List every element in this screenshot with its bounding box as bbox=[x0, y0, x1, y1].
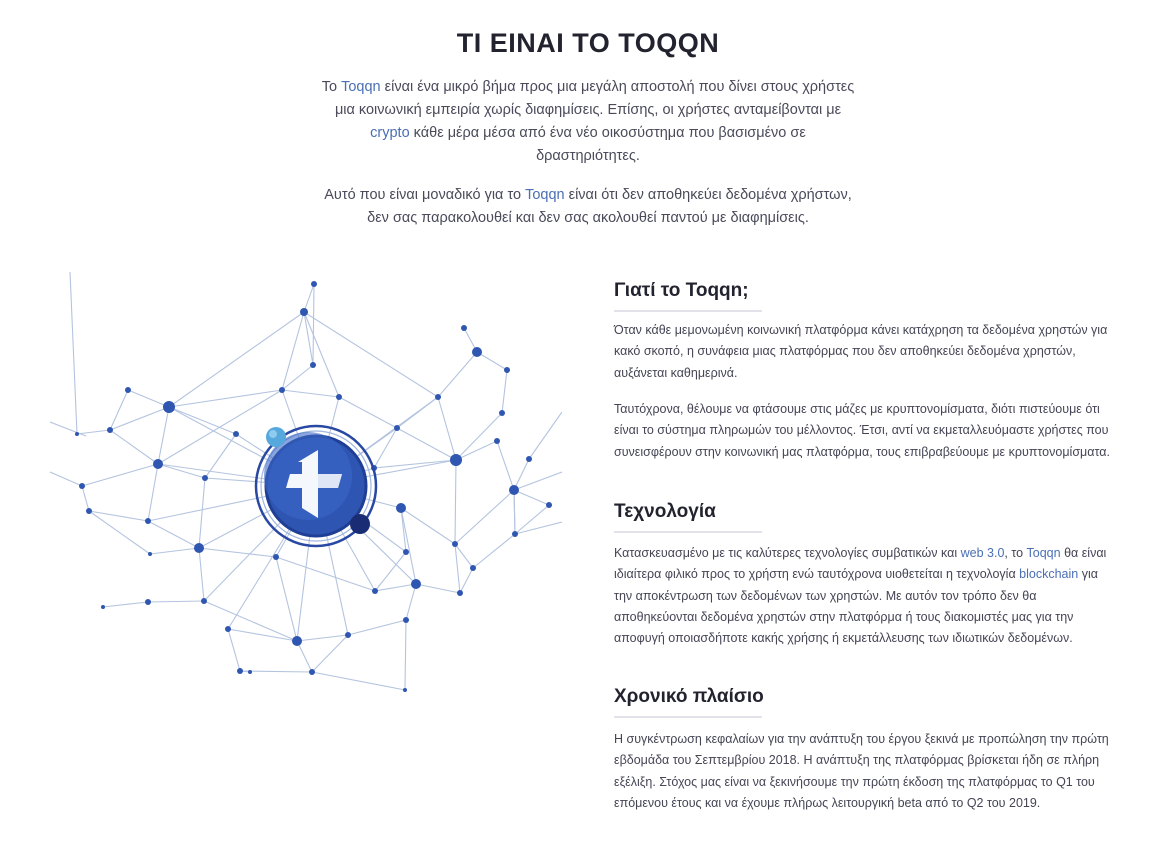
intro-text: Το bbox=[321, 79, 342, 95]
network-node bbox=[292, 636, 302, 646]
network-link bbox=[282, 365, 313, 390]
toqqn-highlight: Toqqn bbox=[341, 79, 381, 95]
toqqn-highlight: Toqqn bbox=[1026, 546, 1061, 560]
network-link bbox=[50, 472, 82, 486]
network-link bbox=[374, 460, 456, 468]
network-node bbox=[435, 394, 441, 400]
network-node bbox=[403, 549, 409, 555]
network-link bbox=[438, 352, 477, 397]
network-link bbox=[375, 584, 416, 591]
network-link bbox=[199, 548, 204, 601]
intro-text: Αυτό που είναι μοναδικό για το bbox=[324, 187, 526, 203]
network-link bbox=[460, 568, 473, 593]
network-node bbox=[403, 688, 407, 692]
section-heading-technology: Τεχνολογία bbox=[614, 501, 716, 529]
network-node bbox=[273, 554, 279, 560]
section-paragraph bbox=[614, 543, 1114, 649]
network-link bbox=[148, 601, 204, 602]
network-node bbox=[336, 394, 342, 400]
network-link bbox=[401, 508, 455, 544]
network-node bbox=[300, 308, 308, 316]
network-link bbox=[438, 397, 456, 460]
web3-highlight: web 3.0 bbox=[960, 546, 1005, 560]
network-link bbox=[529, 412, 562, 459]
network-node bbox=[372, 588, 378, 594]
network-node bbox=[394, 425, 400, 431]
network-link bbox=[297, 635, 348, 641]
network-link bbox=[406, 584, 416, 620]
network-node bbox=[163, 401, 175, 413]
intro-text: είναι ένα μικρό βήμα προς μια μεγάλη αποστολή που δίνει στους χρήστες μια κοινωνική εμπειρία χωρίς διαφημίσεις. Επίσης, οι χρήστες ανταμείβονται με bbox=[334, 79, 855, 118]
network-link bbox=[199, 548, 276, 557]
network-link bbox=[89, 511, 148, 521]
network-node bbox=[237, 668, 243, 674]
network-link bbox=[502, 370, 507, 413]
network-link bbox=[455, 544, 473, 568]
network-link bbox=[473, 534, 515, 568]
network-node bbox=[396, 503, 406, 513]
network-link bbox=[82, 486, 89, 511]
network-link bbox=[228, 629, 297, 641]
network-link bbox=[456, 441, 497, 460]
network-node bbox=[499, 410, 505, 416]
intro-text: κάθε μέρα μέσα από ένα νέο οικοσύστημα που βασισμένο σε δραστηριότητες. bbox=[409, 125, 806, 164]
network-node bbox=[125, 387, 131, 393]
network-link bbox=[312, 635, 348, 672]
network-link bbox=[455, 544, 460, 593]
network-node bbox=[472, 347, 482, 357]
network-node bbox=[310, 362, 316, 368]
network-node bbox=[526, 456, 532, 462]
network-node bbox=[345, 632, 351, 638]
network-link bbox=[405, 620, 406, 690]
network-link bbox=[128, 390, 169, 407]
blockchain-highlight: blockchain bbox=[1019, 567, 1079, 582]
network-link bbox=[282, 312, 304, 390]
network-link bbox=[70, 272, 77, 434]
network-link bbox=[148, 464, 158, 521]
page-title: ΤΙ ΕΙΝΑΙ ΤΟ TOQQN bbox=[456, 28, 720, 58]
section-heading-why: Γιατί το Toqqn; bbox=[614, 280, 749, 308]
network-link bbox=[228, 629, 240, 671]
network-node bbox=[75, 432, 79, 436]
network-node bbox=[148, 552, 152, 556]
accent-dark-node bbox=[350, 514, 370, 534]
network-link bbox=[204, 601, 297, 641]
network-link bbox=[297, 641, 312, 672]
network-node bbox=[201, 598, 207, 604]
network-link bbox=[312, 672, 405, 690]
network-link bbox=[313, 284, 314, 365]
network-link bbox=[148, 521, 199, 548]
network-link bbox=[103, 602, 148, 607]
network-link bbox=[82, 464, 158, 486]
network-node bbox=[452, 541, 458, 547]
section-paragraph: Ταυτόχρονα, θέλουμε να φτάσουμε στις μάζες με κρυπτονομίσματα, διότι πιστεύουμε ότι είναι το σύστημα πληρωμών του μέλλοντος. Έτσι, αντί να εκμεταλλευόμαστε χρήστες που συνεισφέρουν στην κοινωνική μας πλατφόρμα, τους επιβραβεύουμε με κρυπτονομίσματα. bbox=[614, 402, 1110, 459]
network-link bbox=[276, 557, 297, 641]
network-node bbox=[403, 617, 409, 623]
network-node bbox=[202, 475, 208, 481]
network-link bbox=[416, 584, 460, 593]
network-link bbox=[276, 557, 375, 591]
network-node bbox=[86, 508, 92, 514]
network-link bbox=[348, 620, 406, 635]
network-node bbox=[504, 367, 510, 373]
network-link bbox=[110, 430, 158, 464]
network-node bbox=[107, 427, 113, 433]
network-node bbox=[546, 502, 552, 508]
network-link bbox=[477, 352, 507, 370]
network-node bbox=[101, 605, 105, 609]
network-link bbox=[455, 460, 456, 544]
network-link bbox=[89, 511, 150, 554]
network-node bbox=[233, 431, 239, 437]
network-link bbox=[375, 552, 406, 591]
intro-paragraph-1 bbox=[318, 76, 858, 168]
network-link bbox=[304, 312, 438, 397]
network-node bbox=[309, 669, 315, 675]
network-node bbox=[461, 325, 467, 331]
network-link bbox=[304, 312, 339, 397]
network-node bbox=[145, 599, 151, 605]
toqqn-highlight: Toqqn bbox=[525, 187, 565, 203]
network-link bbox=[456, 413, 502, 460]
network-node bbox=[79, 483, 85, 489]
network-node bbox=[194, 543, 204, 553]
tech-text: θα είναι ιδιαίτερα φιλικό προς το χρήστη ενώ ταυτόχρονα υιοθετείται η τεχνολογία bbox=[614, 546, 1107, 582]
network-link bbox=[158, 464, 205, 478]
network-link bbox=[169, 312, 304, 407]
network-node bbox=[311, 281, 317, 287]
network-link bbox=[282, 390, 339, 397]
blockchain-network-logo-icon bbox=[50, 272, 562, 696]
crypto-highlight: crypto bbox=[370, 125, 410, 141]
network-link bbox=[158, 407, 169, 464]
network-link bbox=[514, 490, 549, 505]
tech-text: για την αποκέντρωση των δεδομένων των χρηστών. Με αυτόν τον τρόπο δεν θα αποθηκεύονται δεδομένα χρηστών στην πλατφόρμα ή τους διακομιστές μας για την αποφυγή οποιασδήποτε κακής χρήσης ή εκμετάλλευσης των ιδιωτικών δεδομένων. bbox=[614, 567, 1098, 646]
section-heading-timeline: Χρονικό πλαίσιο bbox=[614, 686, 764, 714]
network-link bbox=[304, 312, 313, 365]
network-node bbox=[248, 670, 252, 674]
tech-text: Κατασκευασμένο με τις καλύτερες τεχνολογίες συμβατικών και bbox=[614, 546, 961, 560]
network-link bbox=[339, 397, 397, 428]
network-link bbox=[401, 508, 416, 584]
network-node bbox=[411, 579, 421, 589]
network-link bbox=[304, 284, 314, 312]
network-node bbox=[225, 626, 231, 632]
network-node bbox=[509, 485, 519, 495]
network-node bbox=[457, 590, 463, 596]
network-node bbox=[279, 387, 285, 393]
network-link bbox=[497, 441, 514, 490]
network-link bbox=[397, 428, 456, 460]
network-link bbox=[150, 548, 199, 554]
network-link bbox=[169, 390, 282, 407]
intro-text: είναι ότι δεν αποθηκεύει δεδομένα χρήστων, δεν σας παρακολουθεί και δεν σας ακολουθεί παντού με διαφημίσεις. bbox=[367, 187, 852, 226]
network-node bbox=[494, 438, 500, 444]
section-paragraph: Η συγκέντρωση κεφαλαίων για την ανάπτυξη του έργου ξεκινά με προπώληση την πρώτη εβδομάδα του Σεπτεμβρίου 2018. Η ανάπτυξη της πλατφόρμας βρίσκεται ήδη σε πλήρη εξέλιξη. Στόχος μας είναι να ξεκινήσουμε την πρώτη έκδοση της πλατφόρμας το Q1 του επόμενου έτους και να έχουμε πλήρως λειτουργική beta από το Q2 του 2019. bbox=[614, 732, 1109, 810]
network-node bbox=[470, 565, 476, 571]
network-link bbox=[50, 422, 86, 436]
network-link bbox=[199, 478, 205, 548]
accent-light-node bbox=[266, 427, 286, 447]
accent-light-node-highlight bbox=[269, 430, 277, 438]
tech-text: , το bbox=[1004, 546, 1027, 560]
network-link bbox=[514, 490, 515, 534]
network-node bbox=[512, 531, 518, 537]
intro-paragraph-2 bbox=[318, 184, 858, 230]
network-link bbox=[455, 490, 514, 544]
network-link bbox=[374, 428, 397, 468]
network-node bbox=[153, 459, 163, 469]
network-node bbox=[450, 454, 462, 466]
network-link bbox=[169, 407, 236, 434]
network-node bbox=[145, 518, 151, 524]
network-link bbox=[77, 430, 110, 434]
section-paragraph: Όταν κάθε μεμονωμένη κοινωνική πλατφόρμα κάνει κατάχρηση τα δεδομένα χρηστών για κακό σκοπό, η συνάφεια μιας πλατφόρμας που δεν αποθηκεύει δεδομένα χρηστών, αυξάνεται καθημερινά. bbox=[614, 323, 1108, 380]
